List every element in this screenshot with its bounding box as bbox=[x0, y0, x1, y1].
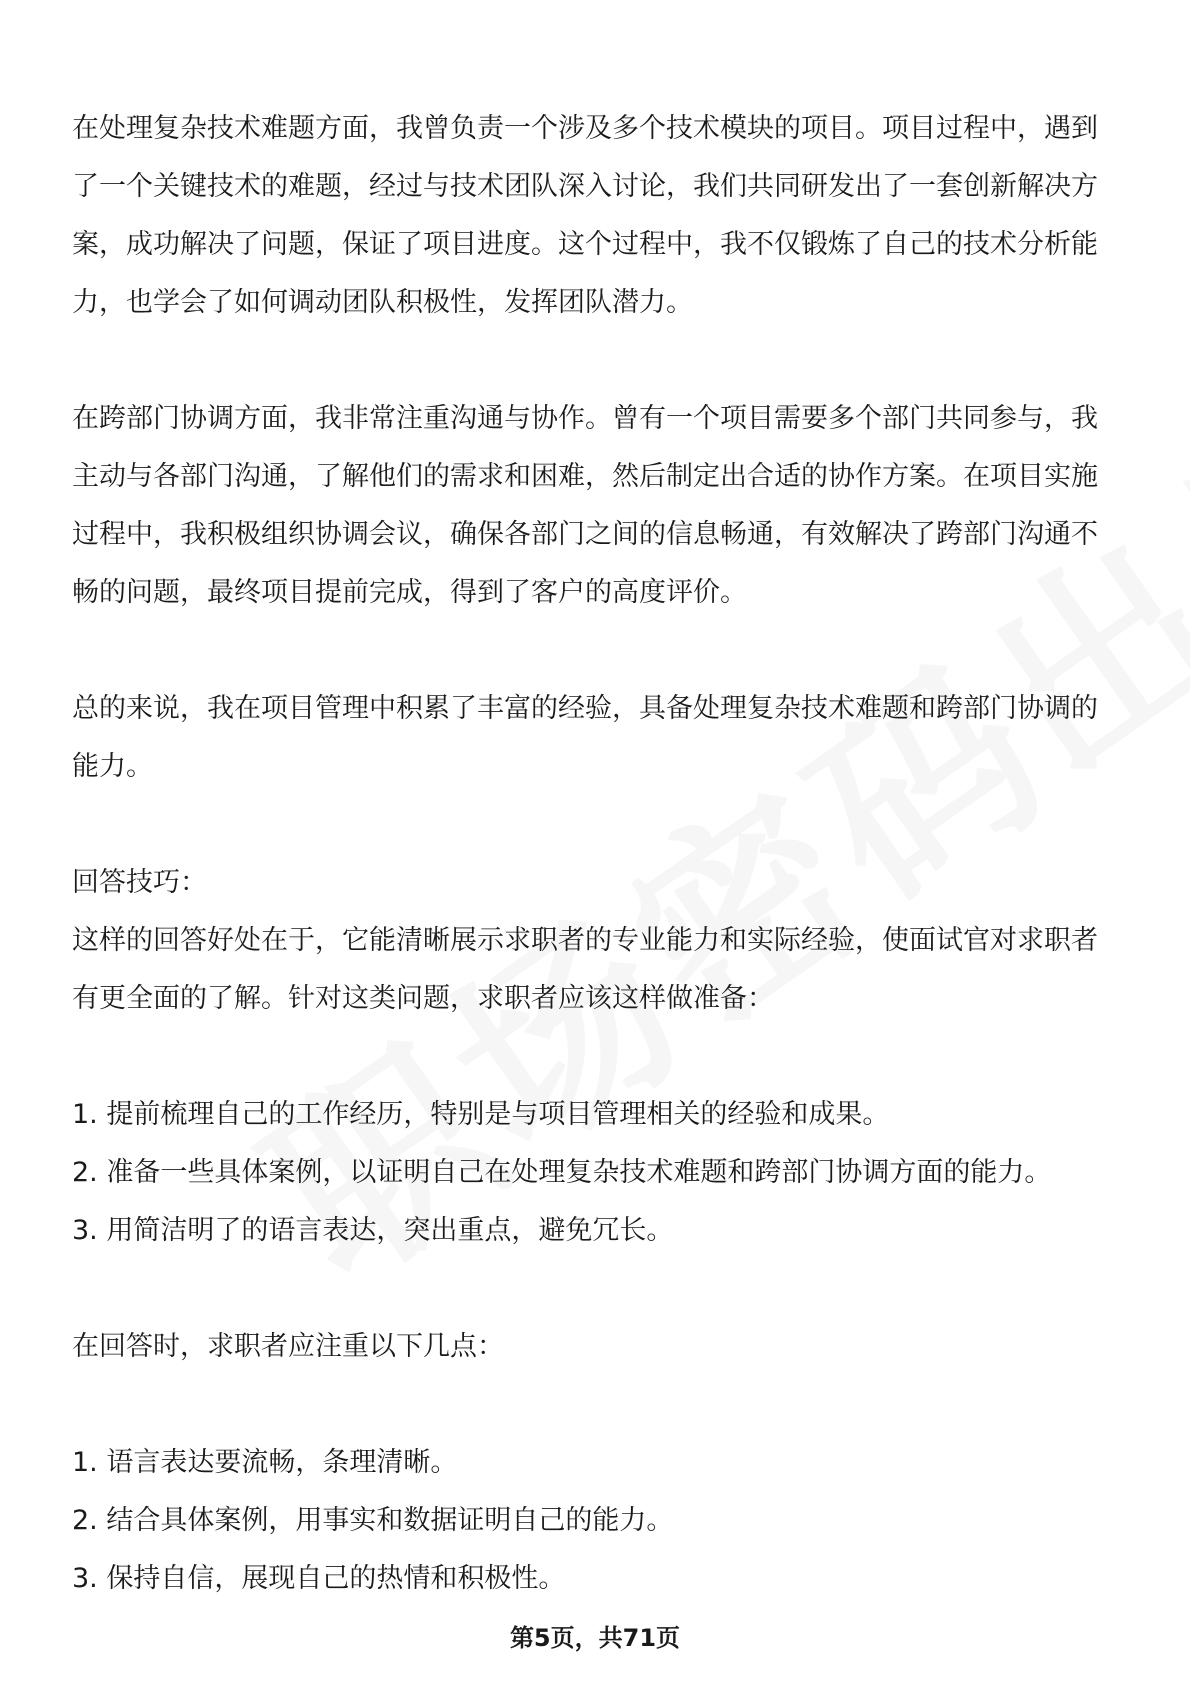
paragraph-spacer bbox=[72, 1028, 1118, 1086]
paragraph-summary: 总的来说，我在项目管理中积累了丰富的经验，具备处理复杂技术难题和跨部门协调的能力。 bbox=[72, 693, 1098, 782]
paragraph-technical-challenges: 在处理复杂技术难题方面，我曾负责一个涉及多个技术模块的项目。项目过程中，遇到了一个关键技术的难题，经过与技术团队深入讨论，我们共同研发出了一套创新解决方案，成功解决了问题，保证了项目进度。这个过程中，我不仅锻炼了自己的技术分析能力，也学会了如何调动团队积极性，发挥团队潜力。 bbox=[72, 113, 1098, 318]
page-number: 第5页，共71页 bbox=[509, 1624, 681, 1652]
paragraph-spacer bbox=[72, 332, 1118, 390]
prep-list bbox=[72, 1086, 1118, 1260]
paragraph-spacer bbox=[72, 1376, 1118, 1434]
list-item: 3. 用简洁明了的语言表达，突出重点，避免冗长。 bbox=[72, 1215, 674, 1246]
paragraph-spacer bbox=[72, 1260, 1118, 1318]
answer-points-list bbox=[72, 1434, 1118, 1608]
tips-heading: 回答技巧： bbox=[72, 867, 207, 898]
tips-body: 这样的回答好处在于，它能清晰展示求职者的专业能力和实际经验，使面试官对求职者有更全面的了解。针对这类问题，求职者应该这样做准备： bbox=[72, 925, 1098, 1014]
paragraph-spacer bbox=[72, 622, 1118, 680]
list-item: 2. 结合具体案例，用事实和数据证明自己的能力。 bbox=[72, 1505, 674, 1536]
paragraph-cross-department: 在跨部门协调方面，我非常注重沟通与协作。曾有一个项目需要多个部门共同参与，我主动与各部门沟通，了解他们的需求和困难，然后制定出合适的协作方案。在项目实施过程中，我积极组织协调会议，确保各部门之间的信息畅通，有效解决了跨部门沟通不畅的问题，最终项目提前完成，得到了客户的高度评价。 bbox=[72, 403, 1098, 608]
list-item: 1. 语言表达要流畅，条理清晰。 bbox=[72, 1447, 458, 1478]
document-body bbox=[72, 100, 1118, 1608]
list-item: 2. 准备一些具体案例，以证明自己在处理复杂技术难题和跨部门协调方面的能力。 bbox=[72, 1157, 1052, 1188]
list-item: 1. 提前梳理自己的工作经历，特别是与项目管理相关的经验和成果。 bbox=[72, 1099, 890, 1130]
list-item: 3. 保持自信，展现自己的热情和积极性。 bbox=[72, 1563, 566, 1594]
paragraph-spacer bbox=[72, 796, 1118, 854]
answer-points-heading: 在回答时，求职者应注重以下几点： bbox=[72, 1331, 504, 1362]
